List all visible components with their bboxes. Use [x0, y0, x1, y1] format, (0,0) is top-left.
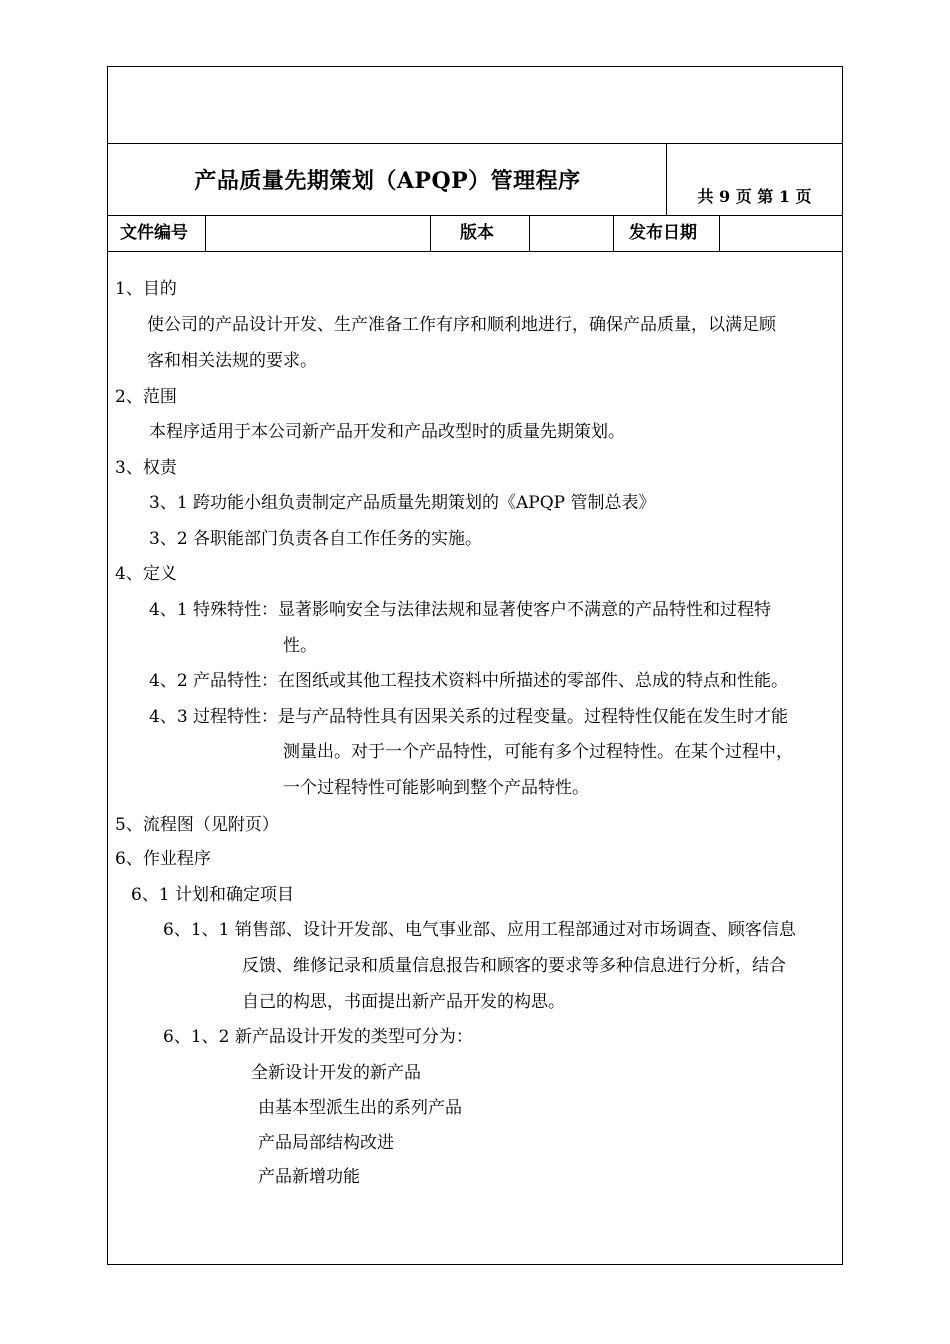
page-count: 共 9 页 第 1 页 [697, 187, 812, 206]
section-heading: 3、权责 [115, 458, 177, 478]
section-heading: 1、目的 [115, 279, 177, 299]
paragraph-line: 使公司的产品设计开发、生产准备工作有序和顺利地进行，确保产品质量，以满足顾 [147, 315, 776, 335]
paragraph-line: 反馈、维修记录和质量信息报告和顾客的要求等多种信息进行分析，结合 [242, 956, 786, 976]
list-item: 由基本型派生出的系列产品 [258, 1098, 462, 1118]
section-heading: 5、流程图（见附页） [115, 815, 279, 835]
divider [205, 216, 206, 251]
definition-line: 4、1 特殊特性：显著影响安全与法律法规和显著使客户不满意的产品特性和过程特 [149, 600, 772, 620]
divider [529, 216, 530, 251]
list-item: 产品局部结构改进 [258, 1133, 394, 1153]
divider [719, 216, 720, 251]
definition-line: 4、2 产品特性：在图纸或其他工程技术资料中所描述的零部件、总成的特点和性能。 [149, 671, 789, 691]
meta-row [108, 215, 842, 252]
list-item: 产品新增功能 [258, 1167, 360, 1187]
list-item: 3、2 各职能部门负责各自工作任务的实施。 [149, 529, 483, 549]
subsection-heading: 6、1 计划和确定项目 [131, 885, 295, 905]
paragraph-line: 客和相关法规的要求。 [147, 351, 317, 371]
divider [430, 216, 431, 251]
section-heading: 6、作业程序 [115, 849, 211, 869]
document-frame [107, 66, 843, 1265]
version-value [532, 216, 612, 251]
definition-line: 测量出。对于一个产品特性，可能有多个过程特性。在某个过程中， [283, 742, 793, 762]
list-item: 3、1 跨功能小组负责制定产品质量先期策划的《APQP 管制总表》 [149, 493, 656, 513]
date-value [722, 216, 840, 251]
paragraph-line: 6、1、2 新产品设计开发的类型可分为： [163, 1027, 473, 1047]
title-row [108, 143, 842, 216]
doc-number-label: 文件编号 [120, 223, 188, 243]
section-heading: 2、范围 [115, 387, 177, 407]
section-heading: 4、定义 [115, 564, 177, 584]
doc-number-value [208, 216, 428, 251]
definition-line: 一个过程特性可能影响到整个产品特性。 [283, 778, 589, 798]
paragraph-line: 自己的构思，书面提出新产品开发的构思。 [242, 992, 565, 1012]
divider [613, 216, 614, 251]
list-item: 全新设计开发的新产品 [251, 1063, 421, 1083]
document-title: 产品质量先期策划（APQP）管理程序 [194, 168, 581, 194]
definition-line: 性。 [283, 636, 317, 656]
paragraph-line: 6、1、1 销售部、设计开发部、电气事业部、应用工程部通过对市场调查、顾客信息 [163, 920, 796, 940]
date-label: 发布日期 [629, 223, 697, 243]
version-label: 版本 [460, 223, 494, 243]
paragraph-line: 本程序适用于本公司新产品开发和产品改型时的质量先期策划。 [149, 422, 625, 442]
definition-line: 4、3 过程特性：是与产品特性具有因果关系的过程变量。过程特性仅能在发生时才能 [149, 707, 789, 727]
